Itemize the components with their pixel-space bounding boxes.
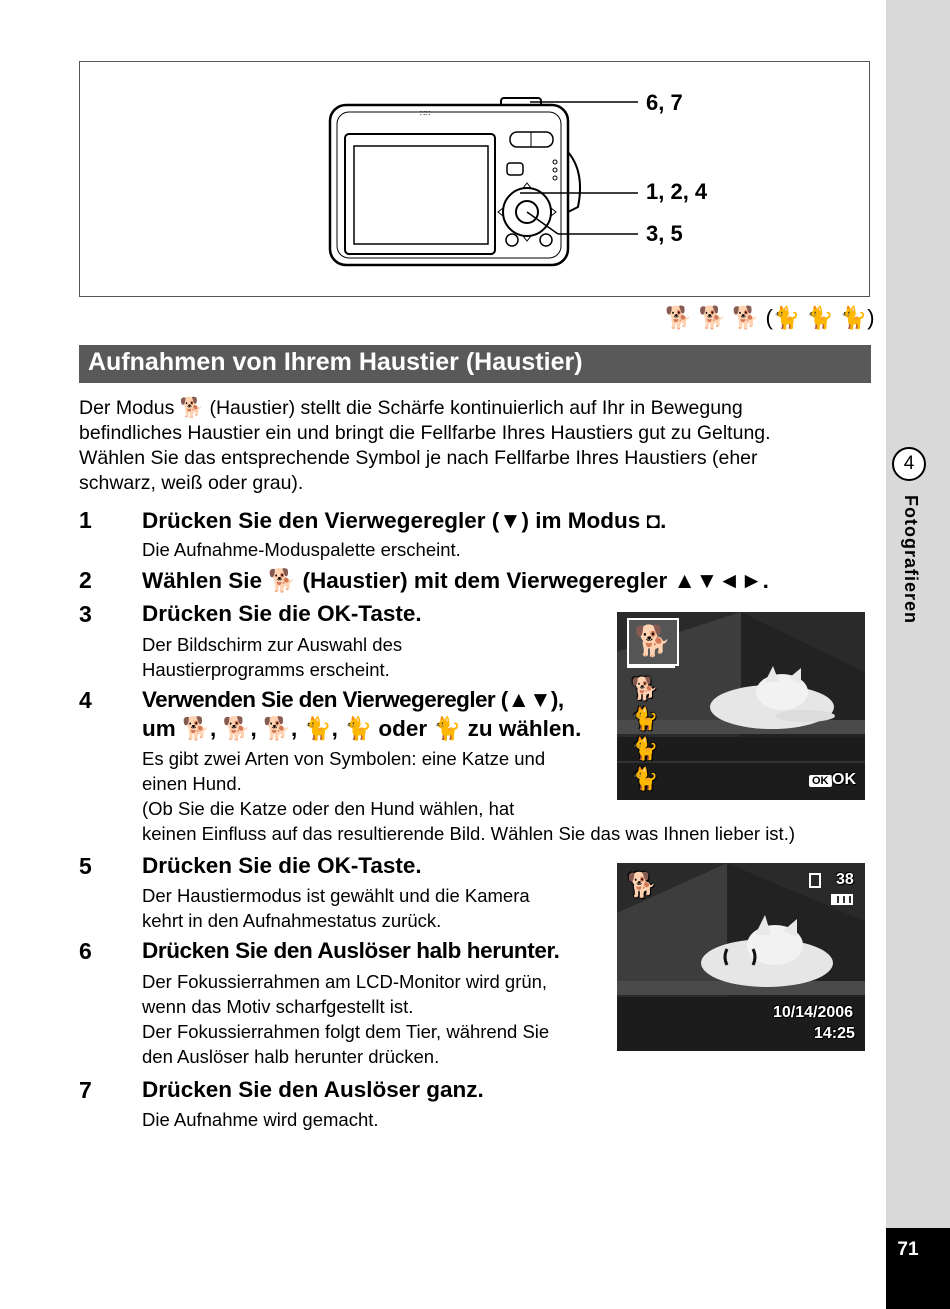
- step-number: 2: [79, 567, 92, 593]
- intro-line: schwarz, weiß oder grau).: [79, 472, 304, 494]
- step-text: [142, 632, 402, 682]
- step-number: 3: [79, 601, 92, 627]
- step-text-line: (Ob Sie die Katze oder den Hund wählen, hat: [142, 798, 515, 819]
- step-text: [142, 746, 545, 821]
- step-text-line: Der Fokussierrahmen am LCD-Monitor wird grün,: [142, 971, 548, 992]
- step-text-line: Der Bildschirm zur Auswahl des: [142, 634, 403, 655]
- memory-card-icon: [809, 873, 821, 888]
- step-text: [142, 883, 530, 933]
- step-heading: Drücken Sie den Auslöser halb herunter.: [142, 938, 560, 963]
- selection-underline: [627, 664, 675, 668]
- step-heading-line-2: um 🐕, 🐕, 🐕, 🐈, 🐈 oder 🐈 zu wählen.: [142, 716, 582, 741]
- dog-icon[interactable]: 🐕: [631, 676, 659, 701]
- ok-badge: OK: [809, 775, 832, 787]
- step-text-line: Haustierprogramms erscheint.: [142, 659, 390, 680]
- step-text-line: Der Haustiermodus ist gewählt und die Kamera: [142, 885, 530, 906]
- step-text: Die Aufnahme wird gemacht.: [142, 1109, 379, 1130]
- step-heading: Verwenden Sie den Vierwegeregler (▲▼),: [142, 687, 564, 712]
- step-heading: Drücken Sie den Vierwegeregler (▼) im Modus ◘.: [142, 508, 667, 533]
- step-text-line: einen Hund.: [142, 773, 242, 794]
- step-heading: Drücken Sie die OK-Taste.: [142, 853, 422, 878]
- step-text: Die Aufnahme-Moduspalette erscheint.: [142, 539, 461, 560]
- step-text-line: wenn das Motiv scharfgestellt ist.: [142, 996, 414, 1017]
- step-number: 6: [79, 938, 92, 964]
- intro-paragraph: [79, 396, 771, 496]
- capture-screen: [617, 863, 865, 1051]
- applicable-mode-icons: 🐕 🐕 🐕 (🐈 🐈 🐈): [665, 305, 875, 330]
- time-display: 14:25: [814, 1025, 855, 1042]
- cat-icon[interactable]: 🐈: [631, 706, 659, 731]
- step-heading: Drücken Sie den Auslöser ganz.: [142, 1077, 484, 1102]
- step-text-line: Der Fokussierrahmen folgt dem Tier, während Sie: [142, 1021, 550, 1042]
- intro-line: Wählen Sie das entsprechende Symbol je nach Fellfarbe Ihres Haustiers (eher: [79, 447, 758, 469]
- pet-mode-icon: 🐕: [627, 872, 657, 899]
- ok-label[interactable]: OK: [832, 771, 856, 788]
- step-heading: Wählen Sie 🐕 (Haustier) mit dem Vierwegeregler ▲▼◄►.: [142, 568, 769, 593]
- callout-ok-button: 3, 5: [646, 221, 683, 246]
- chapter-number-badge: 4: [892, 447, 926, 481]
- step-number: 4: [79, 687, 92, 713]
- section-title: Aufnahmen von Ihrem Haustier (Haustier): [88, 348, 583, 376]
- svg-text:∷∷: ∷∷: [420, 109, 431, 118]
- step-text: [142, 969, 549, 1069]
- step-number: 1: [79, 507, 92, 533]
- cat-icon[interactable]: 🐈: [631, 766, 659, 791]
- callout-controller: 1, 2, 4: [646, 179, 708, 204]
- step-number: 5: [79, 853, 92, 879]
- callout-shutter: 6, 7: [646, 90, 683, 115]
- date-display: 10/14/2006: [773, 1004, 854, 1021]
- camera-illustration: [80, 62, 869, 296]
- intro-line: befindliches Haustier ein und bringt die Fellfarbe Ihres Haustiers gut zu Geltung.: [79, 422, 771, 444]
- step-text-line: den Auslöser halb herunter drücken.: [142, 1046, 440, 1067]
- camera-figure: [79, 61, 870, 297]
- battery-icon: [831, 894, 853, 905]
- pet-selection-screen: [617, 612, 865, 800]
- step-heading: Drücken Sie die OK-Taste.: [142, 601, 422, 626]
- step-text-wide: keinen Einfluss auf das resultierende Bild. Wählen Sie das was Ihnen lieber ist.): [142, 823, 795, 844]
- step-text-line: kehrt in den Aufnahmestatus zurück.: [142, 910, 442, 931]
- cat-icon[interactable]: 🐈: [631, 736, 659, 761]
- step-number: 7: [79, 1077, 92, 1103]
- shots-remaining: 38: [836, 871, 854, 888]
- chapter-title: Fotografieren: [901, 495, 921, 625]
- step-text-line: Es gibt zwei Arten von Symbolen: eine Katze und: [142, 748, 546, 769]
- selected-dog-icon[interactable]: 🐕: [627, 618, 679, 666]
- page-number: 71: [897, 1239, 919, 1260]
- intro-line: Der Modus 🐕 (Haustier) stellt die Schärfe kontinuierlich auf Ihr in Bewegung: [79, 397, 743, 419]
